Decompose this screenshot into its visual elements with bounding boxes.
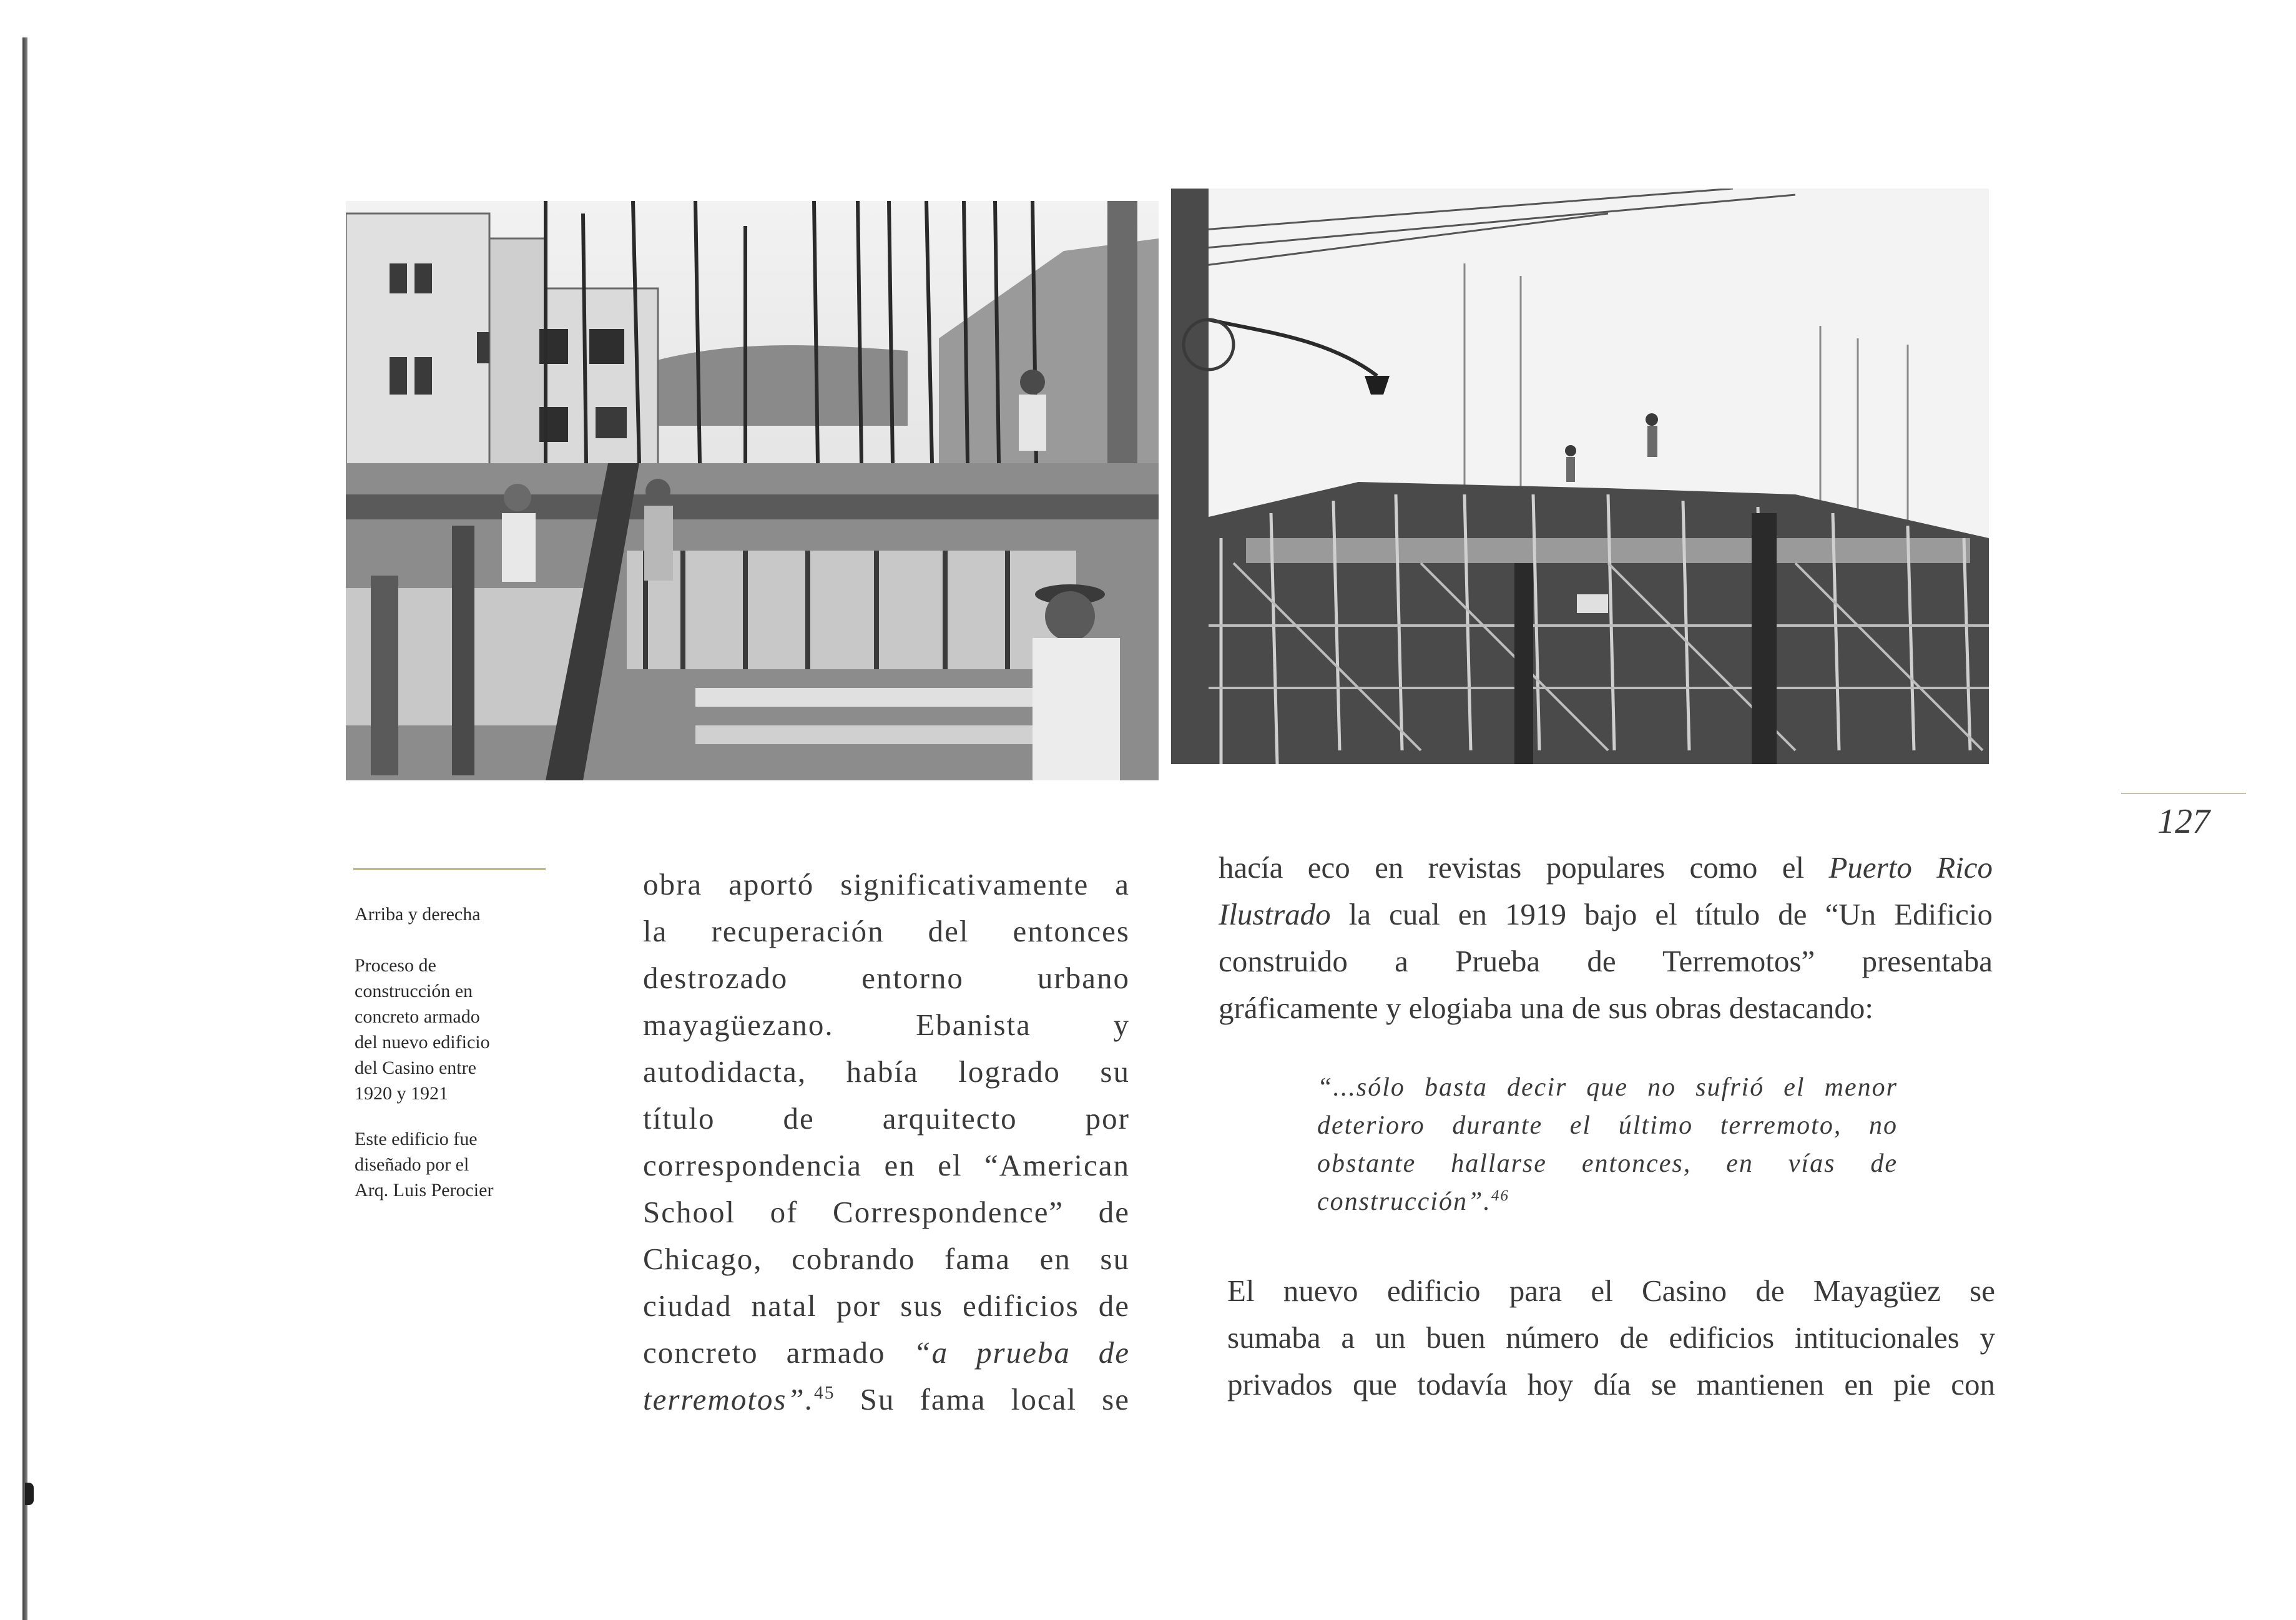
- caption-line: Arq. Luis Perocier: [355, 1180, 494, 1200]
- caption-line: construcción en: [355, 981, 473, 1001]
- caption-line: del Casino entre: [355, 1058, 476, 1078]
- quote-line: “...sólo basta decir que no sufrió el menor: [1317, 1073, 1898, 1102]
- quote-line: deterioro durante el último terremoto, no: [1317, 1111, 1898, 1140]
- text-line: [643, 1329, 1130, 1376]
- text-line: sumaba a un buen número de edificios intitucionales y: [1227, 1320, 1995, 1355]
- text-line: autodidacta, había logrado su: [643, 1054, 1130, 1089]
- caption-line: concreto armado: [355, 1006, 480, 1027]
- text-line: destrozado entorno urbano: [643, 961, 1130, 995]
- binding-edge: [22, 37, 27, 1620]
- text-line: correspondencia en el “American: [643, 1148, 1130, 1182]
- italic-title: Ilustrado: [1219, 897, 1331, 931]
- caption-body: [355, 953, 542, 1106]
- footnote-ref: 45: [814, 1383, 835, 1403]
- text-line: School of Correspondence” de: [643, 1195, 1130, 1229]
- text-segment: Su fama local se: [860, 1382, 1130, 1416]
- page-number: 127: [2157, 802, 2210, 841]
- italic-title: Puerto Rico: [1828, 850, 1993, 885]
- text-line: obra aportó significativamente a: [643, 867, 1130, 901]
- text-segment: construcción”.: [1317, 1187, 1491, 1216]
- body-column-middle: [643, 861, 1130, 1423]
- construction-photo-left: [346, 201, 1159, 780]
- text-line: El nuevo edificio para el Casino de Mayagüez se: [1227, 1274, 1995, 1308]
- caption-title: Arriba y derecha: [355, 904, 481, 925]
- body-column-right: [1219, 844, 1993, 1031]
- text-line: ciudad natal por sus edificios de: [643, 1289, 1130, 1323]
- caption-line: diseñado por el: [355, 1154, 469, 1175]
- page-number-rule: [2121, 793, 2246, 794]
- quote-line: [1317, 1183, 1898, 1221]
- footnote-ref: 46: [1491, 1187, 1509, 1204]
- italic-quote: terremotos”.: [643, 1382, 815, 1416]
- caption-line: Este edificio fue: [355, 1129, 478, 1149]
- construction-photo-right: [1171, 189, 1989, 764]
- text-segment: concreto armado: [643, 1335, 886, 1370]
- text-line: [643, 1376, 1130, 1423]
- caption-line: 1920 y 1921: [355, 1083, 448, 1104]
- text-segment: hacía eco en revistas populares como el: [1219, 850, 1805, 885]
- text-line: [1219, 844, 1993, 891]
- binding-notch: [25, 1483, 34, 1505]
- text-line: privados que todavía hoy día se mantienen en pie con: [1227, 1367, 1995, 1402]
- block-quote: [1317, 1069, 1898, 1221]
- caption-line: del nuevo edificio: [355, 1032, 490, 1053]
- body-column-right-paragraph-2: [1227, 1267, 1995, 1408]
- text-segment: la cual en 1919 bajo el título de “Un Edificio: [1348, 897, 1993, 931]
- caption-rule: [353, 868, 546, 870]
- italic-quote: “a prueba de: [913, 1335, 1130, 1370]
- quote-line: obstante hallarse entonces, en vías de: [1317, 1149, 1898, 1178]
- caption-credit: [355, 1126, 542, 1203]
- text-line: Chicago, cobrando fama en su: [643, 1242, 1130, 1276]
- caption-line: Proceso de: [355, 955, 436, 976]
- text-line: gráficamente y elogiaba una de sus obras destacando:: [1219, 991, 1874, 1025]
- text-line: la recuperación del entonces: [643, 914, 1130, 948]
- text-line: mayagüezano. Ebanista y: [643, 1008, 1130, 1042]
- text-line: título de arquitecto por: [643, 1101, 1130, 1136]
- text-line: [1219, 891, 1993, 938]
- text-line: construido a Prueba de Terremotos” presentaba: [1219, 944, 1993, 978]
